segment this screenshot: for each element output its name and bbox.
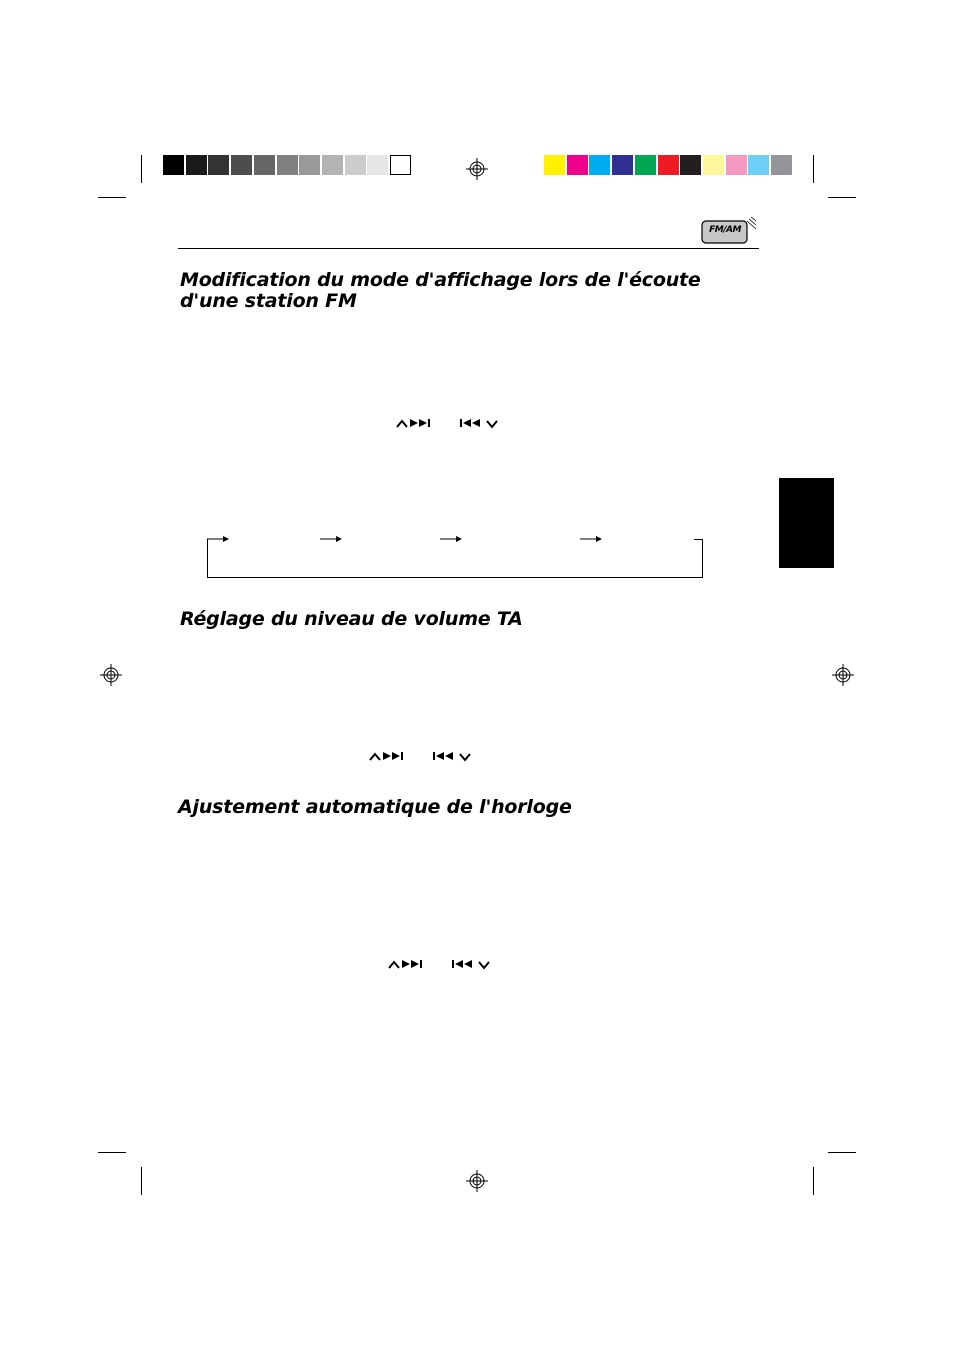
color-swatch bbox=[544, 155, 565, 175]
up-next-icon bbox=[388, 958, 432, 970]
fm-am-logo-label: FM/AM bbox=[709, 225, 741, 235]
arrow-right-icon bbox=[207, 532, 231, 544]
button-pair bbox=[369, 750, 479, 762]
header-rule bbox=[178, 248, 759, 249]
grayscale-swatch bbox=[345, 155, 366, 175]
section-heading-ta-volume: Réglage du niveau de volume TA bbox=[180, 608, 523, 630]
color-swatch bbox=[703, 155, 724, 175]
section-heading-display-mode: Modification du mode d'affichage lors de l'écoute d'une station FM bbox=[180, 269, 701, 312]
button-pair bbox=[396, 417, 506, 429]
crop-mark bbox=[141, 1167, 142, 1195]
prev-down-icon bbox=[433, 750, 479, 762]
arrow-right-icon bbox=[320, 532, 344, 544]
color-swatch bbox=[658, 155, 679, 175]
color-swatch bbox=[612, 155, 633, 175]
arrow-right-icon bbox=[580, 532, 604, 544]
grayscale-swatch bbox=[367, 155, 388, 175]
color-swatch bbox=[748, 155, 769, 175]
grayscale-swatch bbox=[390, 155, 411, 175]
up-next-icon bbox=[369, 750, 413, 762]
registration-mark-icon bbox=[466, 158, 488, 180]
crop-mark bbox=[828, 197, 856, 198]
grayscale-swatch bbox=[299, 155, 320, 175]
registration-mark-icon bbox=[832, 664, 854, 686]
registration-mark-icon bbox=[100, 664, 122, 686]
color-swatch bbox=[726, 155, 747, 175]
crop-mark bbox=[98, 1152, 126, 1153]
section-heading-clock-adjust: Ajustement automatique de l'horloge bbox=[178, 796, 572, 818]
up-next-icon bbox=[396, 417, 440, 429]
fm-am-logo bbox=[701, 217, 757, 245]
crop-mark bbox=[813, 155, 814, 183]
button-pair bbox=[388, 958, 498, 970]
prev-down-icon bbox=[460, 417, 506, 429]
color-swatch bbox=[680, 155, 701, 175]
crop-mark bbox=[98, 197, 126, 198]
crop-mark bbox=[828, 1152, 856, 1153]
color-swatch bbox=[567, 155, 588, 175]
grayscale-swatch bbox=[254, 155, 275, 175]
grayscale-swatch bbox=[231, 155, 252, 175]
grayscale-swatch bbox=[186, 155, 207, 175]
flow-loop-top-right bbox=[694, 539, 702, 540]
crop-mark bbox=[813, 1167, 814, 1195]
color-swatch bbox=[589, 155, 610, 175]
arrow-right-icon bbox=[440, 532, 464, 544]
side-tab bbox=[779, 478, 834, 568]
color-swatch bbox=[771, 155, 792, 175]
grayscale-swatch bbox=[322, 155, 343, 175]
grayscale-swatch bbox=[163, 155, 184, 175]
crop-mark bbox=[141, 155, 142, 183]
registration-mark-icon bbox=[466, 1170, 488, 1192]
color-swatch bbox=[635, 155, 656, 175]
grayscale-swatch bbox=[277, 155, 298, 175]
flow-loop bbox=[207, 539, 703, 578]
grayscale-swatch bbox=[208, 155, 229, 175]
prev-down-icon bbox=[452, 958, 498, 970]
